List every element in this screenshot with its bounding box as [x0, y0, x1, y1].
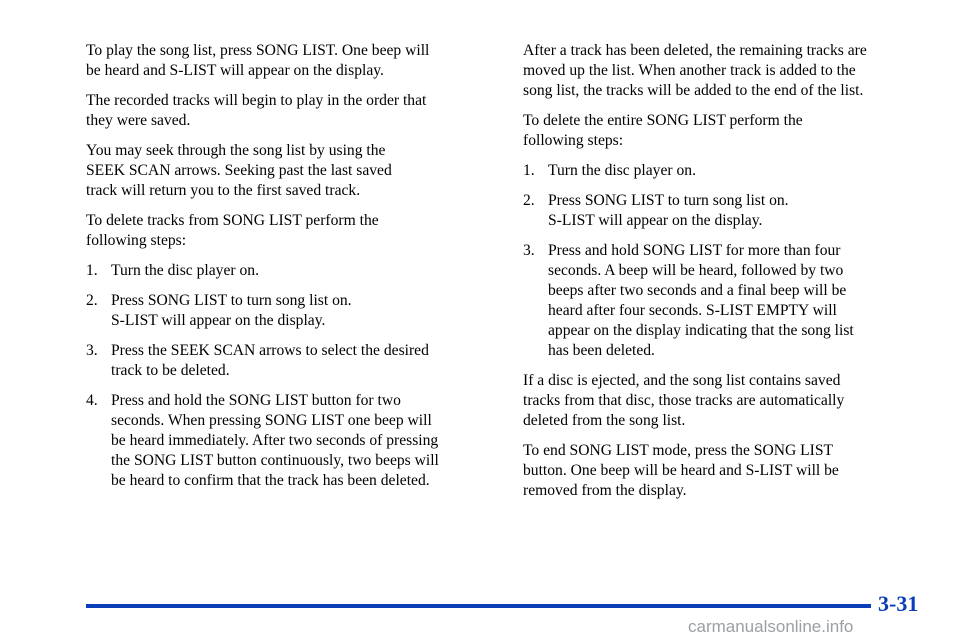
list-item	[523, 241, 923, 361]
list-item	[523, 191, 923, 231]
step-number: 1.	[523, 162, 535, 179]
step-number: 4.	[86, 392, 98, 409]
right-column	[523, 41, 923, 511]
step-text: Turn the disc player on.	[548, 162, 696, 179]
watermark: carmanualsonline.info	[688, 617, 854, 636]
step-text: Press and hold SONG LIST for more than four seconds. A beep will be heard, followed by two beeps after two seconds and a final beep will be heard after four seconds. S‑LIST EMPTY will appear on the display indicating that the song list has been deleted.	[548, 242, 854, 359]
step-text: Press the SEEK SCAN arrows to select the desired track to be deleted.	[111, 342, 429, 379]
step-number: 3.	[523, 242, 535, 259]
left-column	[86, 41, 496, 501]
footer-rule	[86, 604, 871, 608]
step-number: 2.	[86, 292, 98, 309]
paragraph: The recorded tracks will begin to play in the order that they were saved.	[86, 92, 427, 129]
paragraph: To end SONG LIST mode, press the SONG LIST button. One beep will be heard and S‑LIST will be removed from the display.	[523, 442, 839, 499]
step-number: 3.	[86, 342, 98, 359]
list-item	[86, 391, 496, 491]
paragraph: After a track has been deleted, the remaining tracks are moved up the list. When another track is added to the song list, the tracks will be added to the end of the list.	[523, 42, 867, 99]
list-item	[86, 341, 496, 381]
paragraph: You may seek through the song list by using the SEEK SCAN arrows. Seeking past the last saved track will return you to the first saved track.	[86, 142, 392, 199]
page-number: 3-31	[878, 591, 919, 616]
step-number: 1.	[86, 262, 98, 279]
paragraph: To delete tracks from SONG LIST perform the following steps:	[86, 212, 379, 249]
step-text: Turn the disc player on.	[111, 262, 259, 279]
list-item	[523, 161, 923, 181]
step-number: 2.	[523, 192, 535, 209]
paragraph: If a disc is ejected, and the song list contains saved tracks from that disc, those tracks are automatically deleted from the song list.	[523, 372, 845, 429]
list-item	[86, 291, 496, 331]
step-text: Press and hold the SONG LIST button for two seconds. When pressing SONG LIST one beep will be heard immediately. After two seconds of pressing the SONG LIST button continuously, two beeps will be heard to confirm that the track has been deleted.	[111, 392, 439, 489]
list-item	[86, 261, 496, 281]
paragraph: To play the song list, press SONG LIST. One beep will be heard and S‑LIST will appear on the display.	[86, 42, 430, 79]
paragraph: To delete the entire SONG LIST perform the following steps:	[523, 112, 803, 149]
step-text: Press SONG LIST to turn song list on. S‑LIST will appear on the display.	[548, 192, 789, 229]
step-text: Press SONG LIST to turn song list on. S‑LIST will appear on the display.	[111, 292, 352, 329]
